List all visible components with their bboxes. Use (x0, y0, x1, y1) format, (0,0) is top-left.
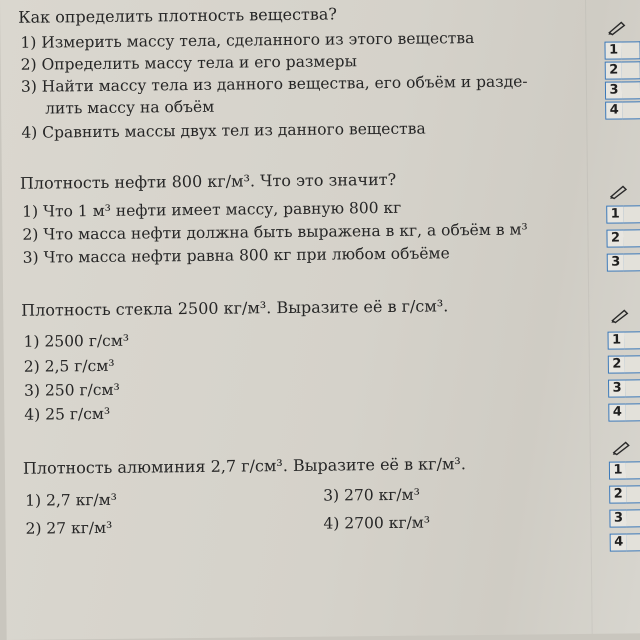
pencil-icon (609, 307, 631, 323)
answer-box-blank[interactable] (622, 101, 640, 119)
pencil-icon (608, 183, 630, 199)
answer-box-3-2[interactable]: 2 (608, 355, 626, 373)
answer-box-3-3[interactable]: 3 (608, 379, 626, 397)
answer-box-1-2[interactable]: 2 (605, 61, 623, 79)
question-1-option-continued: лить массу на объём (45, 97, 215, 118)
question-1-option: 1) Измерить массу тела, сделанного из этого вещества (20, 29, 475, 52)
answer-box-1-4[interactable]: 4 (605, 101, 623, 119)
question-2-option: 1) Что 1 м³ нефти имеет массу, равную 800 кг (22, 198, 402, 221)
answer-box-blank[interactable] (623, 229, 640, 247)
answer-box-blank[interactable] (622, 61, 640, 79)
answer-box-4-1[interactable]: 1 (609, 461, 627, 479)
answer-box-4-2[interactable]: 2 (609, 485, 627, 503)
answer-box-blank[interactable] (626, 461, 640, 479)
question-4-text: Плотность алюминия 2,7 г/см³. Выразите её в кг/м³. (22, 454, 466, 478)
question-4-option: 4) 2700 кг/м³ (323, 513, 431, 533)
question-2-text: Плотность нефти 800 кг/м³. Что это значит? (19, 169, 397, 193)
question-3-option: 1) 2500 г/см³ (23, 331, 130, 351)
answer-box-blank[interactable] (621, 41, 640, 59)
pencil-icon (611, 439, 633, 455)
answer-box-4-3[interactable]: 3 (609, 509, 627, 527)
answer-box-blank[interactable] (626, 509, 640, 527)
question-2-option: 3) Что масса нефти равна 800 кг при любом объёме (22, 244, 450, 267)
answer-box-blank[interactable] (625, 379, 640, 397)
question-3-option: 4) 25 г/см³ (24, 404, 111, 424)
question-4-option: 1) 2,7 кг/м³ (25, 490, 118, 510)
answer-box-4-4[interactable]: 4 (610, 533, 628, 551)
question-1-text: Как определить плотность вещества? (18, 4, 338, 27)
answer-box-2-3[interactable]: 3 (607, 253, 625, 271)
question-4-option: 2) 27 кг/м³ (25, 518, 113, 538)
answer-box-blank[interactable] (622, 81, 640, 99)
question-2-option: 2) Что масса нефти должна быть выражена в кг, а объём в м³ (22, 220, 528, 244)
answer-box-3-1[interactable]: 1 (608, 331, 626, 349)
question-3-option: 3) 250 г/см³ (23, 380, 120, 400)
question-4-option: 3) 270 кг/м³ (323, 485, 420, 505)
question-3-text: Плотность стекла 2500 кг/м³. Выразите её в г/см³. (21, 296, 449, 320)
answer-box-3-4[interactable]: 4 (608, 403, 626, 421)
pencil-icon (606, 19, 628, 35)
answer-box-blank[interactable] (625, 355, 640, 373)
answer-box-blank[interactable] (623, 205, 640, 223)
question-3-option: 2) 2,5 г/см³ (23, 356, 115, 376)
answer-box-2-2[interactable]: 2 (606, 229, 624, 247)
answer-box-blank[interactable] (625, 403, 640, 421)
question-1-option: 3) Найти массу тела из данного вещества, его объём и разде- (20, 72, 528, 96)
answer-box-blank[interactable] (624, 253, 640, 271)
column-divider (585, 0, 593, 634)
answer-box-blank[interactable] (627, 533, 640, 551)
answer-box-2-1[interactable]: 1 (606, 205, 624, 223)
answer-box-1-1[interactable]: 1 (604, 41, 622, 59)
answer-box-blank[interactable] (625, 331, 640, 349)
answer-box-blank[interactable] (626, 485, 640, 503)
question-1-option: 2) Определить массу тела и его размеры (20, 52, 357, 74)
answer-box-1-3[interactable]: 3 (605, 81, 623, 99)
question-1-option: 4) Сравнить массы двух тел из данного вещества (21, 119, 426, 142)
